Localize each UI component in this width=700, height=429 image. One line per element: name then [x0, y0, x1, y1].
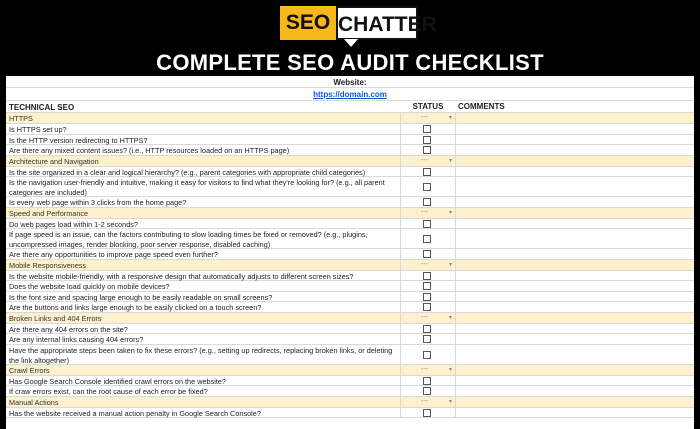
dropdown-value: --- [421, 260, 428, 268]
checklist-question: Are there any 404 errors on the site? [9, 324, 128, 334]
column-header-comments: COMMENTS [458, 102, 505, 111]
status-cell [400, 292, 456, 302]
checklist-question: If craw errors exist, can the root cause of each error be fixed? [9, 387, 208, 396]
column-header-technical-seo: TECHNICAL SEO [9, 103, 75, 112]
checklist-question: Have the appropriate steps been taken to fix these errors? (e.g., setting up redirects, replacing broken links, or deleting the link altogether) [9, 345, 393, 365]
section-title: HTTPS [9, 114, 33, 123]
status-dropdown[interactable] [400, 313, 456, 323]
checklist-question: Is HTTPS set up? [9, 125, 67, 134]
checklist-item-row [6, 334, 694, 345]
page-title: COMPLETE SEO AUDIT CHECKLIST [156, 50, 544, 75]
comment-cell[interactable] [456, 260, 694, 270]
comment-cell[interactable] [456, 167, 694, 177]
checklist-question: Are there any opportunities to improve page speed even further? [9, 250, 218, 259]
status-dropdown[interactable] [400, 156, 456, 166]
website-label: Website: [333, 78, 367, 87]
dropdown-value: --- [421, 313, 428, 321]
checklist-item-row [6, 376, 694, 387]
website-url-row [6, 88, 694, 101]
status-dropdown[interactable] [400, 208, 456, 218]
dropdown-value: --- [421, 114, 428, 121]
checklist-question: Is the site organized in a clear and logical hierarchy? (e.g., parent categories with appropriate child categories) [9, 167, 366, 177]
checklist-item-row [6, 271, 694, 282]
section-title: Manual Actions [9, 397, 59, 407]
section-header-row [6, 397, 694, 408]
status-cell [400, 376, 456, 386]
column-header-status: STATUS [412, 102, 444, 111]
checklist-question: Does the website load quickly on mobile devices? [9, 282, 170, 291]
status-checkbox[interactable] [423, 272, 431, 280]
checklist-item-row [6, 124, 694, 135]
chevron-down-icon[interactable]: ▾ [449, 157, 453, 164]
status-checkbox[interactable] [423, 351, 431, 359]
status-checkbox[interactable] [423, 183, 431, 191]
status-cell [400, 386, 456, 396]
checklist-question: Has the website received a manual action penalty in Google Search Console? [9, 408, 261, 418]
status-cell [400, 249, 456, 259]
status-cell [400, 135, 456, 145]
logo-chatter-part: CHATTER [336, 6, 418, 40]
status-cell [400, 334, 456, 344]
comment-cell[interactable] [456, 281, 694, 291]
section-header-row [6, 260, 694, 271]
status-checkbox[interactable] [423, 303, 431, 311]
checklist-question: Has Google Search Console identified crawl errors on the website? [9, 376, 226, 386]
status-checkbox[interactable] [423, 377, 431, 385]
checklist-question: Are there any mixed content issues? (i.e., HTTP resources loaded on an HTTPS page) [9, 146, 290, 155]
comment-cell[interactable] [456, 219, 694, 229]
section-title: Architecture and Navigation [9, 156, 99, 166]
comment-cell[interactable] [456, 313, 694, 323]
checklist-item-row [6, 135, 694, 146]
comment-cell[interactable] [456, 271, 694, 281]
comment-cell[interactable] [456, 177, 694, 196]
status-cell [400, 145, 456, 155]
status-cell [400, 229, 456, 248]
checklist-item-row [6, 219, 694, 230]
checklist-item-row [6, 229, 694, 249]
checklist-item-row [6, 292, 694, 303]
dropdown-value: --- [421, 208, 428, 216]
status-checkbox[interactable] [423, 282, 431, 290]
comment-cell[interactable] [456, 124, 694, 134]
checklist-item-row [6, 145, 694, 156]
website-url-link[interactable]: https://domain.com [313, 90, 387, 99]
status-checkbox[interactable] [423, 235, 431, 243]
comment-cell[interactable] [456, 386, 694, 396]
checklist-question: If page speed is an issue, can the factors contributing to slow loading times be fixed or removed? (e.g., plugins, uncompressed images, render blocking, poor server response, disabled caching) [9, 230, 368, 249]
checklist-item-row [6, 386, 694, 397]
checklist-question: Is the navigation user-friendly and intuitive, making it easy for visitors to find what they're looking for? (e.g., all parent categories are included) [9, 178, 385, 197]
status-checkbox[interactable] [423, 325, 431, 333]
status-checkbox[interactable] [423, 335, 431, 343]
status-cell [400, 281, 456, 291]
section-title: Broken Links and 404 Errors [9, 313, 102, 323]
section-header-row [6, 156, 694, 167]
status-cell [400, 197, 456, 207]
comment-cell[interactable] [456, 334, 694, 344]
seo-chatter-logo [280, 6, 437, 42]
section-title: Crawl Errors [9, 365, 50, 375]
chevron-down-icon[interactable]: ▾ [449, 314, 453, 321]
comment-cell[interactable] [456, 197, 694, 207]
checklist-item-row [6, 408, 694, 419]
checklist-item-row [6, 249, 694, 260]
checklist-question: Is the font size and spacing large enough to be easily readable on small screens? [9, 292, 273, 302]
comment-cell[interactable] [456, 292, 694, 302]
dropdown-value: --- [421, 156, 428, 164]
status-checkbox[interactable] [423, 387, 431, 395]
checklist-item-row [6, 197, 694, 208]
comment-cell[interactable] [456, 302, 694, 312]
section-title: Speed and Performance [9, 208, 89, 218]
dropdown-value: --- [421, 397, 428, 405]
section-header-row [6, 208, 694, 219]
comment-cell[interactable] [456, 408, 694, 418]
section-header-row [6, 313, 694, 324]
comment-cell[interactable] [456, 208, 694, 218]
speech-bubble-tail [344, 39, 358, 47]
status-checkbox[interactable] [423, 136, 431, 144]
status-dropdown[interactable] [400, 397, 456, 407]
chevron-down-icon[interactable]: ▾ [449, 366, 453, 373]
status-cell [400, 177, 456, 196]
status-dropdown[interactable] [400, 113, 456, 123]
checklist-question: Do web pages load within 1-2 seconds? [9, 219, 138, 229]
section-header-row [6, 113, 694, 124]
status-cell [400, 271, 456, 281]
status-cell [400, 408, 456, 418]
checklist-question: Is the HTTP version redirecting to HTTPS? [9, 135, 148, 145]
status-cell [400, 302, 456, 312]
chevron-down-icon[interactable]: ▾ [449, 261, 453, 268]
checklist-question: Is every web page within 3 clicks from the home page? [9, 198, 187, 207]
website-label-row [6, 76, 694, 88]
comment-cell[interactable] [456, 345, 694, 364]
checklist-item-row [6, 302, 694, 313]
status-cell [400, 167, 456, 177]
comment-cell[interactable] [456, 376, 694, 386]
comment-cell[interactable] [456, 324, 694, 334]
checklist-question: Is the website mobile-friendly, with a responsive design that automatically adjusts to different screen sizes? [9, 271, 354, 281]
checklist-question: Are any internal links causing 404 errors? [9, 335, 144, 344]
checklist-question: Are the buttons and links large enough to be easily clicked on a touch screen? [9, 303, 262, 312]
status-dropdown[interactable] [400, 260, 456, 270]
section-header-row [6, 365, 694, 376]
status-cell [400, 219, 456, 229]
column-header-row [6, 101, 694, 113]
status-checkbox[interactable] [423, 409, 431, 417]
comment-cell[interactable] [456, 229, 694, 248]
comment-cell[interactable] [456, 145, 694, 155]
status-cell [400, 324, 456, 334]
section-title: Mobile Responsiveness [9, 260, 87, 270]
status-checkbox[interactable] [423, 125, 431, 133]
checklist-item-row [6, 167, 694, 178]
status-cell [400, 345, 456, 364]
chevron-down-icon[interactable]: ▾ [449, 115, 453, 121]
checklist-item-row [6, 324, 694, 335]
checklist-item-row [6, 177, 694, 197]
comment-cell[interactable] [456, 249, 694, 259]
comment-cell[interactable] [456, 156, 694, 166]
chevron-down-icon[interactable]: ▾ [449, 398, 453, 405]
comment-cell[interactable] [456, 397, 694, 407]
audit-spreadsheet [6, 76, 694, 429]
status-dropdown[interactable] [400, 365, 456, 375]
checklist-item-row [6, 345, 694, 365]
checklist-item-row [6, 281, 694, 292]
status-checkbox[interactable] [423, 146, 431, 154]
chevron-down-icon[interactable]: ▾ [449, 209, 453, 216]
dropdown-value: --- [421, 365, 428, 373]
comment-cell[interactable] [456, 113, 694, 123]
logo-seo-part: SEO [280, 6, 336, 40]
status-checkbox[interactable] [423, 168, 431, 176]
comment-cell[interactable] [456, 135, 694, 145]
status-cell [400, 124, 456, 134]
status-checkbox[interactable] [423, 220, 431, 228]
status-checkbox[interactable] [423, 293, 431, 301]
status-checkbox[interactable] [423, 198, 431, 206]
status-checkbox[interactable] [423, 250, 431, 258]
comment-cell[interactable] [456, 365, 694, 375]
